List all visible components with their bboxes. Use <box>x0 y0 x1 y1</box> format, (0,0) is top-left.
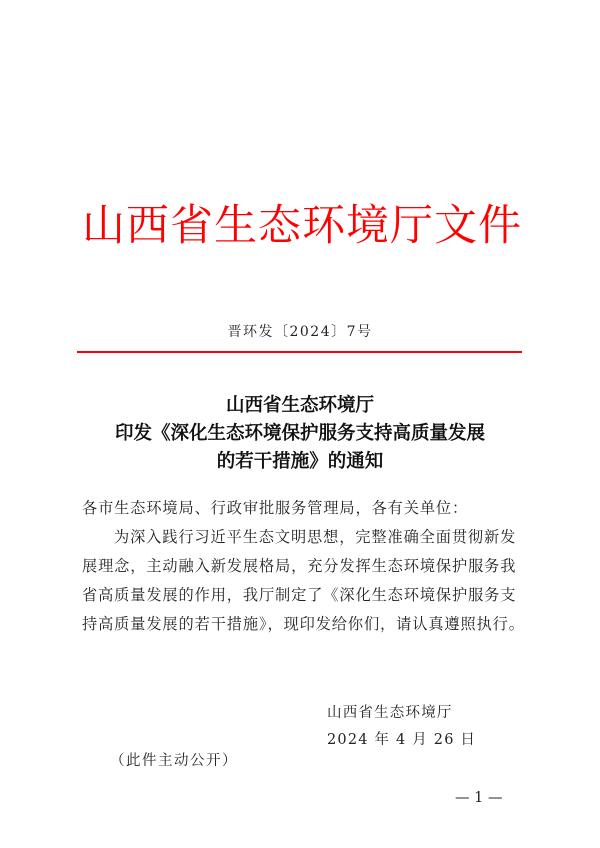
paragraph-line-2: 展理念，主动融入新发展格局，充分发挥生态环境保护服务我 <box>82 557 517 575</box>
notice-title-line-2: 印发《深化生态环境保护服务支持高质量发展 <box>114 423 485 444</box>
paragraph-line-3: 省高质量发展的作用，我厅制定了《深化生态环境保护服务支 <box>82 586 517 604</box>
signature-date: 2024 年 4 月 26 日 <box>327 732 477 748</box>
notice-title-line-1: 山西省生态环境厅 <box>225 395 374 416</box>
issuer-title: 山西省生态环境厅文件 <box>82 201 522 251</box>
paragraph-line-1: 为深入践行习近平生态文明思想，完整准确全面贯彻新发 <box>114 528 517 546</box>
signature-block <box>327 700 476 754</box>
paragraph-line-4: 持高质量发展的若干措施》，现印发给你们，请认真遵照执行。 <box>82 615 525 633</box>
salutation: 各市生态环境局、行政审批服务管理局，各有关单位： <box>82 499 469 517</box>
document-number: 晋环发〔2024〕7号 <box>227 324 373 340</box>
body-paragraph <box>82 523 525 639</box>
disclosure-note: （此件主动公开） <box>110 753 238 769</box>
notice-title-line-3: 的若干措施》的通知 <box>216 451 384 472</box>
red-divider-line <box>77 351 522 353</box>
page-number: — 1 — <box>455 790 503 806</box>
notice-title <box>60 392 540 476</box>
signature-organization: 山西省生态环境厅 <box>327 705 453 721</box>
